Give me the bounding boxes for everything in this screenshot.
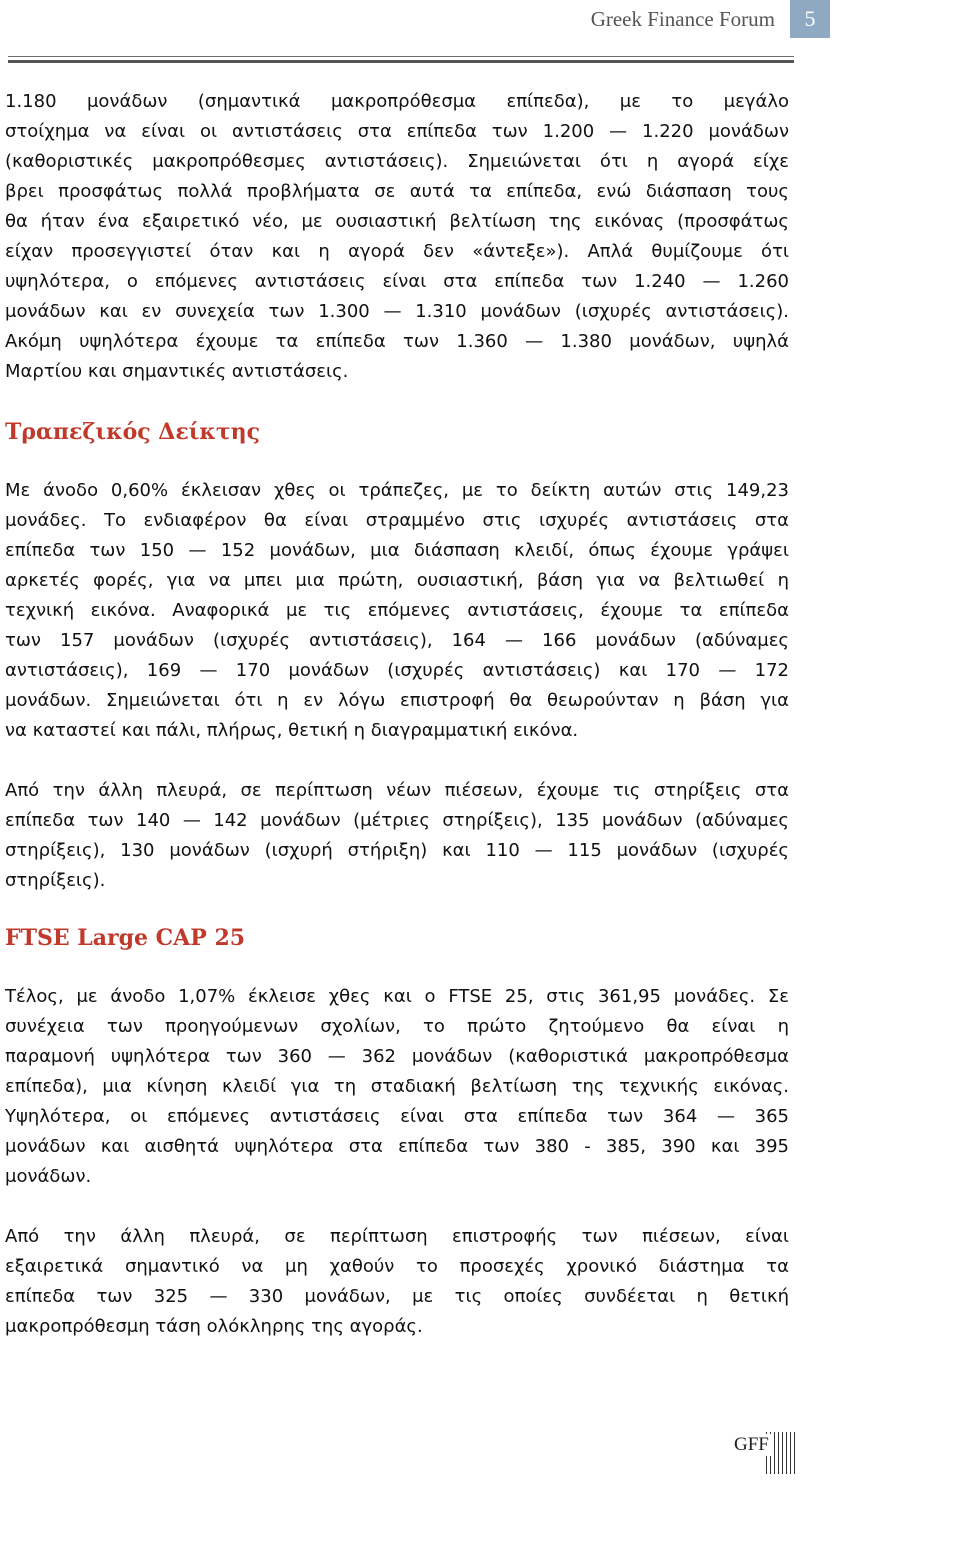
text-line: Από την άλλη πλευρά, σε περίπτωση νέων πιέσεων, έχουμε τις στηρίξεις στα [5,780,789,801]
text-line: μονάδων. [5,1166,92,1187]
text-line: μονάδες. Το ενδιαφέρον θα είναι στραμμένο στις ισχυρές αντιστάσεις στα [5,510,789,531]
text-line: αρκετές φορές, για να μπει μια πρώτη, ουσιαστική, βάση για να βελτιωθεί η [5,570,789,591]
text-line: παραμονή υψηλότερα των 360 — 362 μονάδων (καθοριστικά μακροπρόθεσμα [5,1046,789,1067]
text-line: 1.180 μονάδων (σημαντικά μακροπρόθεσμα επίπεδα), με το μεγάλο [5,91,789,112]
intro-paragraph [5,87,789,387]
text-line: Από την άλλη πλευρά, σε περίπτωση επιστροφής των πιέσεων, είναι [5,1226,789,1247]
text-line: βρει προσφάτως πολλά προβλήματα σε αυτά τα επίπεδα, ενώ διάσπαση τους [5,181,789,202]
text-line: υψηλότερα, ο επόμενες αντιστάσεις είναι στα επίπεδα των 1.240 — 1.260 [5,271,789,292]
header-rule-thick [8,60,794,63]
text-line: Μαρτίου και σημαντικές αντιστάσεις. [5,361,349,382]
text-line: συνέχεια των προηγούμενων σχολίων, το πρώτο ζητούμενο θα είναι η [5,1016,789,1037]
text-line: τεχνική εικόνα. Αναφορικά με τις επόμενες αντιστάσεις, έχουμε τα επίπεδα [5,600,789,621]
footer-label: GFF [734,1434,769,1455]
text-line: επίπεδα των 325 — 330 μονάδων, με τις οποίες συνδέεται η θετική [5,1286,789,1307]
text-line: είχαν προσεγγιστεί όταν και η αγορά δεν «άντεξε»). Απλά θυμίζουμε ότι [5,241,789,262]
text-line: Τέλος, με άνοδο 1,07% έκλεισε χθες και ο FTSE 25, στις 361,95 μονάδες. Σε [5,986,789,1007]
section-heading-bank-index: Τραπεζικός Δείκτης [5,419,261,445]
text-line: μονάδων και αισθητά υψηλότερα στα επίπεδα των 380 - 385, 390 και 395 [5,1136,789,1157]
text-line: μακροπρόθεσμη τάση ολόκληρης της αγοράς. [5,1316,423,1337]
ftse-paragraph-1 [5,982,789,1192]
header-rule [8,56,794,57]
text-line: αντιστάσεις), 169 — 170 μονάδων (ισχυρές αντιστάσεις) και 170 — 172 [5,660,789,681]
footer-ornament [766,1432,800,1474]
text-line: στηρίξεις). [5,870,106,891]
ftse-paragraph-2 [5,1222,789,1342]
bank-paragraph-1 [5,476,789,746]
text-line: στηρίξεις), 130 μονάδων (ισχυρή στήριξη) και 110 — 115 μονάδων (ισχυρές [5,840,789,861]
text-line: Υψηλότερα, οι επόμενες αντιστάσεις είναι στα επίπεδα των 364 — 365 [5,1106,789,1127]
header-title: Greek Finance Forum [590,7,775,31]
text-line: Ακόμη υψηλότερα έχουμε τα επίπεδα των 1.360 — 1.380 μονάδων, υψηλά [5,331,789,352]
text-line: στοίχημα να είναι οι αντιστάσεις στα επίπεδα των 1.200 — 1.220 μονάδων [5,121,789,142]
text-line: των 157 μονάδων (ισχυρές αντιστάσεις), 164 — 166 μονάδων (αδύναμες [5,630,789,651]
page-number-badge: 5 [790,0,830,38]
text-line: επίπεδα των 140 — 142 μονάδων (μέτριες στηρίξεις), 135 μονάδων (αδύναμες [5,810,789,831]
text-line: να καταστεί και πάλι, πλήρως, θετική η διαγραμματική εικόνα. [5,720,579,741]
text-line: μονάδων και εν συνεχεία των 1.300 — 1.310 μονάδων (ισχυρές αντιστάσεις). [5,301,789,322]
text-line: επίπεδα), μια κίνηση κλειδί για τη σταδιακή βελτίωση της τεχνικής εικόνας. [5,1076,789,1097]
text-line: εξαιρετικά σημαντικό να μη χαθούν το προσεχές χρονικό διάστημα τα [5,1256,789,1277]
section-heading-ftse: FTSE Large CAP 25 [5,925,246,951]
text-line: (καθοριστικές μακροπρόθεσμες αντιστάσεις). Σημειώνεται ότι η αγορά είχε [5,151,789,172]
text-line: μονάδων. Σημειώνεται ότι η εν λόγω επιστροφή θα θεωρούνταν η βάση για [5,690,789,711]
bank-paragraph-2 [5,776,789,896]
text-line: επίπεδα των 150 — 152 μονάδων, μια διάσπαση κλειδί, όπως έχουμε γράψει [5,540,789,561]
text-line: θα ήταν ένα εξαιρετικό νέο, με ουσιαστική βελτίωση της εικόνας (προσφάτως [5,211,789,232]
text-line: Με άνοδο 0,60% έκλεισαν χθες οι τράπεζες, με το δείκτη αυτών στις 149,23 [5,480,789,501]
